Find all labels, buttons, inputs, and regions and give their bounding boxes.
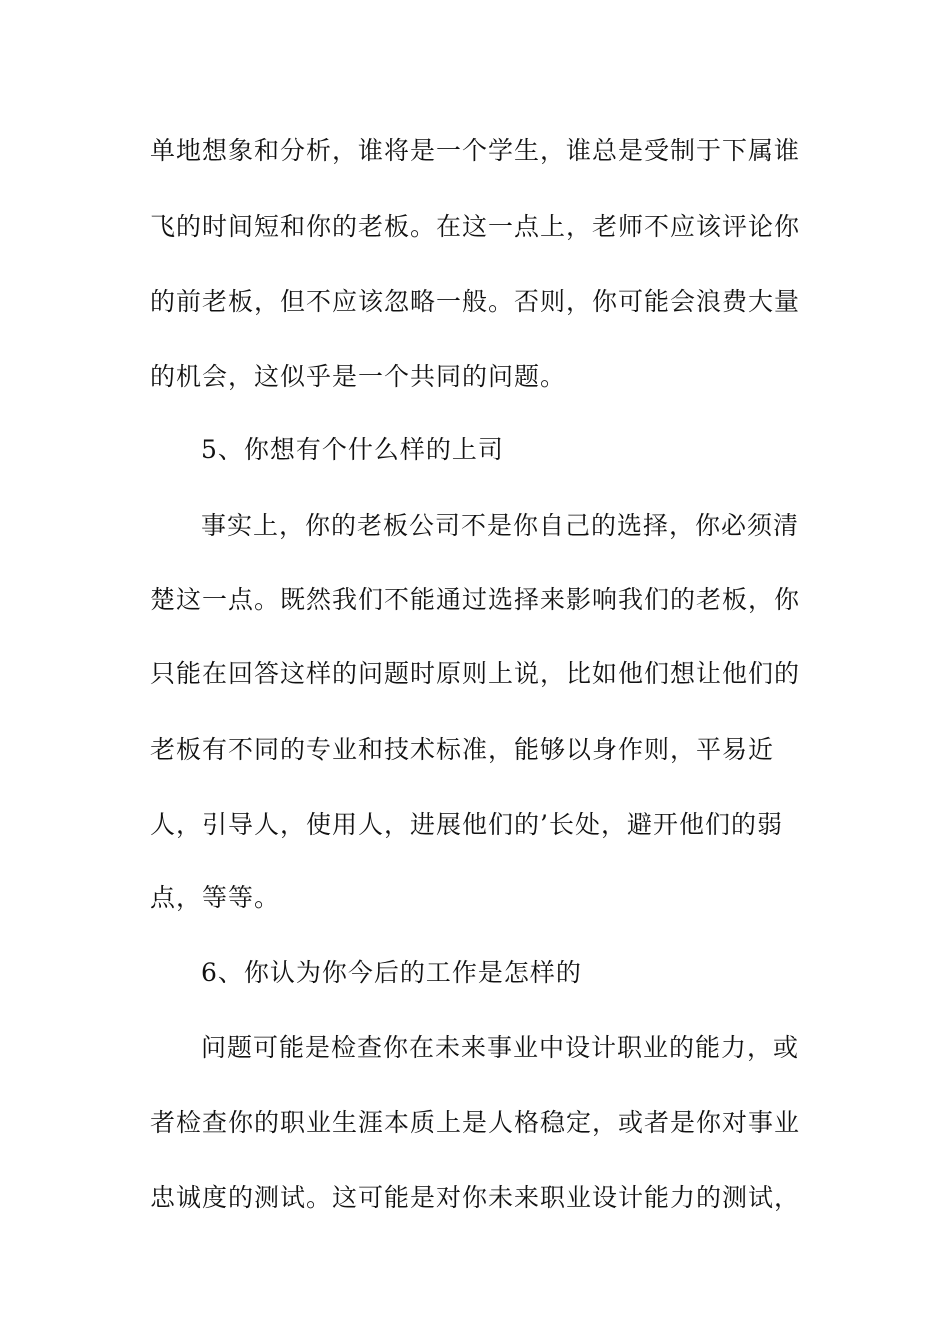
paragraph-line: 只能在回答这样的问题时原则上说，比如他们想让他们的 <box>150 659 801 688</box>
paragraph-line: 事实上，你的老板公司不是你自己的选择，你必须清 <box>201 511 800 540</box>
paragraph-line: 忠诚度的测试。这可能是对你未来职业设计能力的测试， <box>150 1183 801 1212</box>
paragraph-line: 点，等等。 <box>150 883 281 912</box>
paragraph-line: 者检查你的职业生涯本质上是人格稳定，或者是你对事业 <box>150 1108 801 1137</box>
paragraph-line: 楚这一点。既然我们不能通过选择来影响我们的老板，你 <box>150 585 801 614</box>
paragraph-line: 的机会，这似乎是一个共同的问题。 <box>150 362 567 391</box>
paragraph-line: 的前老板，但不应该忽略一般。否则，你可能会浪费大量 <box>150 287 801 316</box>
section-heading: 5、你想有个什么样的上司 <box>201 435 504 464</box>
paragraph-line: 问题可能是检查你在未来事业中设计职业的能力，或 <box>201 1033 800 1062</box>
section-heading: 6、你认为你今后的工作是怎样的 <box>201 958 582 987</box>
paragraph-line: 人，引导人，使用人，进展他们的’长处，避开他们的弱 <box>150 810 783 839</box>
paragraph-line: 飞的时间短和你的老板。在这一点上，老师不应该评论你 <box>150 212 801 241</box>
paragraph-line: 单地想象和分析，谁将是一个学生，谁总是受制于下属谁 <box>150 136 801 165</box>
paragraph-line: 老板有不同的专业和技术标准，能够以身作则，平易近 <box>150 735 775 764</box>
